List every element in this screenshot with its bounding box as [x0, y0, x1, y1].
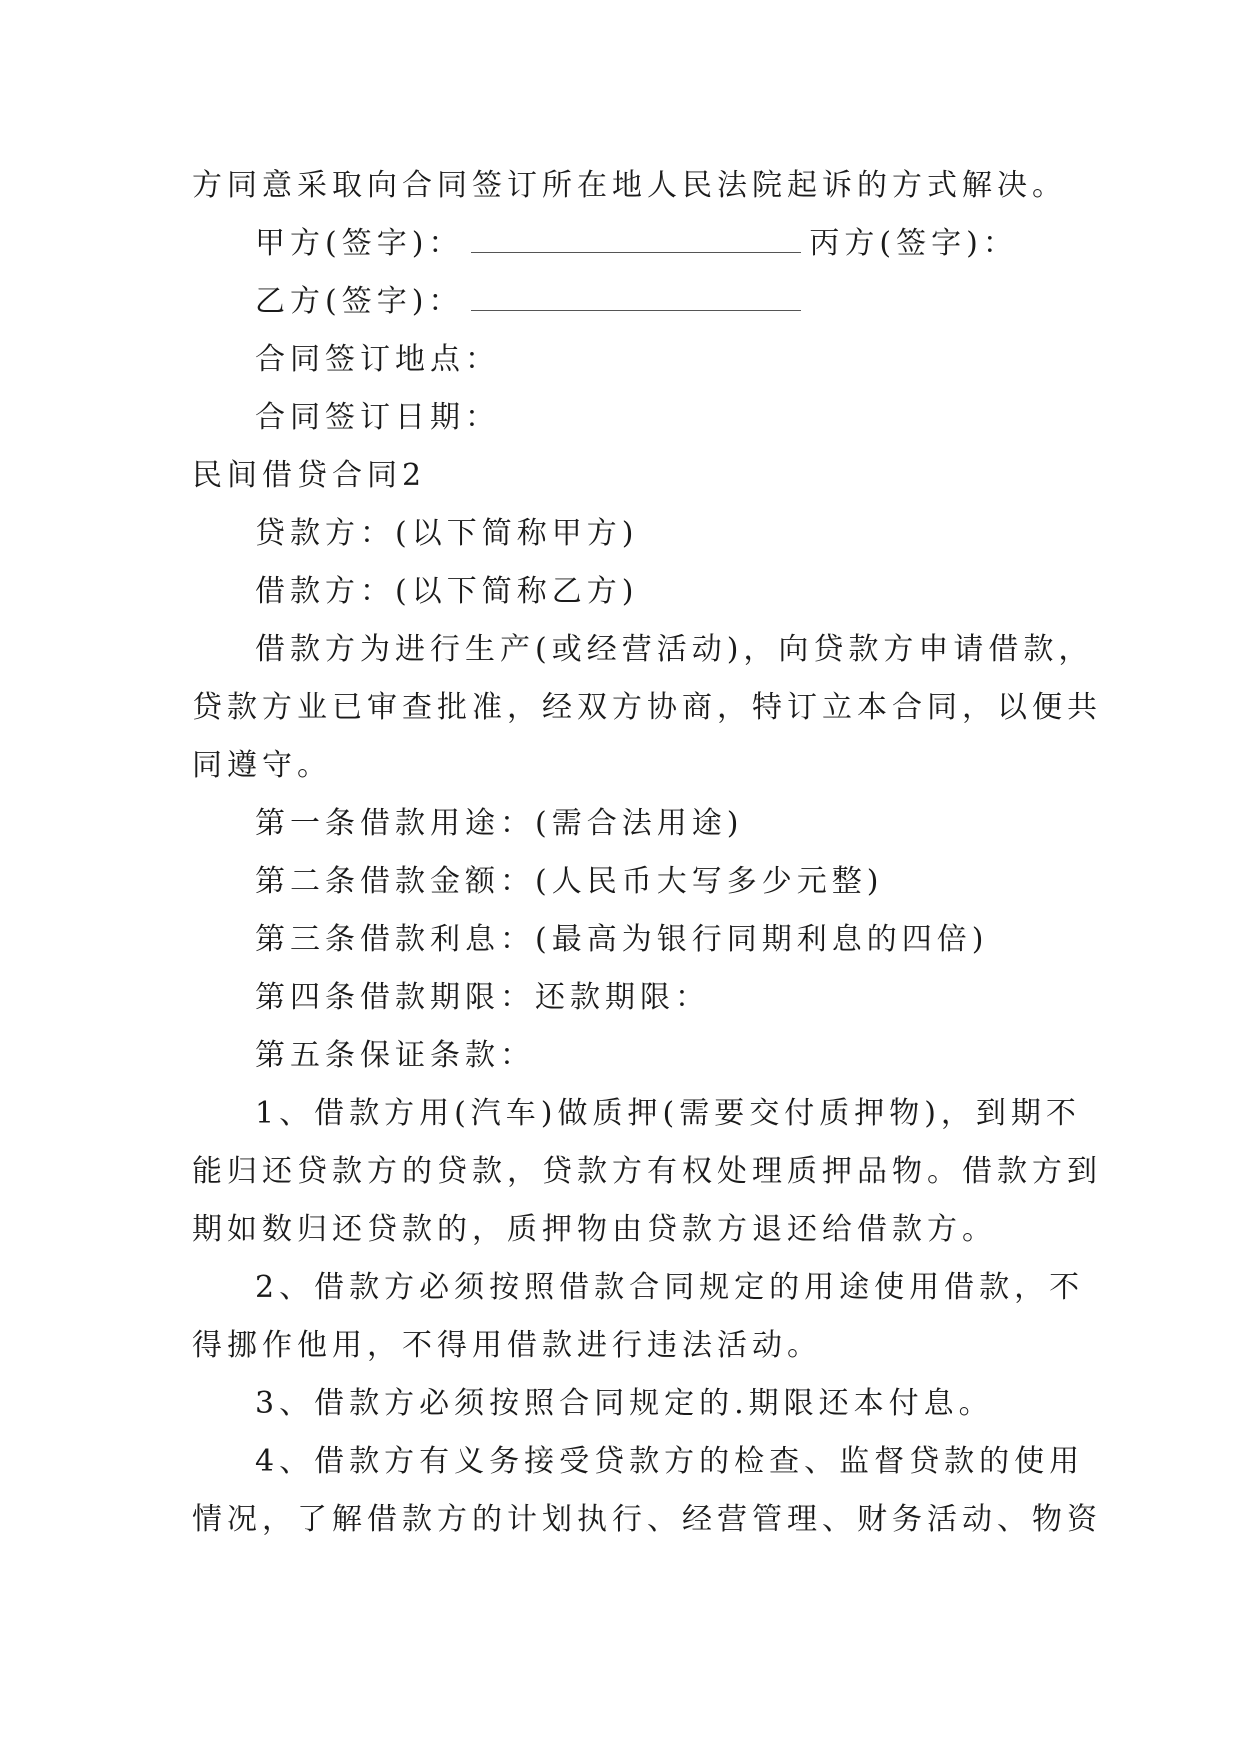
- signature-label: 丙方(签字)：: [809, 226, 1018, 261]
- text-line: 得挪作他用，不得用借款进行违法活动。: [192, 1328, 822, 1363]
- signature-line-b: [192, 273, 1072, 331]
- text-line: 贷款方：(以下简称甲方): [255, 516, 639, 551]
- text-line: 能归还贷款方的贷款，贷款方有权处理质押品物。借款方到: [192, 1154, 1102, 1189]
- text-line: 借款方：(以下简称乙方): [255, 574, 639, 609]
- signature-blank: [471, 222, 801, 253]
- text-line: 第三条借款利息：(最高为银行同期利息的四倍): [255, 922, 989, 957]
- text-line: 情况，了解借款方的计划执行、经营管理、财务活动、物资: [192, 1502, 1102, 1537]
- text-line: 借款方为进行生产(或经营活动)，向贷款方申请借款，: [255, 632, 1094, 667]
- text-line: 第四条借款期限：还款期限：: [255, 980, 710, 1015]
- text-line: 合同签订地点：: [255, 342, 500, 377]
- signature-label: 乙方(签字)：: [255, 284, 464, 319]
- text-line: 合同签订日期：: [255, 400, 500, 435]
- text-line: 方同意采取向合同签订所在地人民法院起诉的方式解决。: [192, 168, 1067, 203]
- signature-line-a: [192, 215, 1072, 273]
- text-line: 第五条保证条款：: [255, 1038, 535, 1073]
- text-line: 3、借款方必须按照合同规定的.期限还本付息。: [255, 1386, 994, 1421]
- text-line: 第二条借款金额：(人民币大写多少元整): [255, 864, 884, 899]
- text-line: 4、借款方有义务接受贷款方的检查、监督贷款的使用: [255, 1444, 1085, 1479]
- text-line: 贷款方业已审查批准，经双方协商，特订立本合同，以便共: [192, 690, 1102, 725]
- document-page: [192, 157, 1102, 1549]
- signature-label: 甲方(签字)：: [255, 226, 464, 261]
- section-title: 民间借贷合同2: [192, 458, 427, 493]
- text-line: 同遵守。: [192, 748, 332, 783]
- text-line: 期如数归还贷款的，质押物由贷款方退还给借款方。: [192, 1212, 997, 1247]
- text-line: 1、借款方用(汽车)做质押(需要交付质押物)，到期不: [255, 1096, 1081, 1131]
- signature-blank: [471, 280, 801, 311]
- text-line: 2、借款方必须按照借款合同规定的用途使用借款，不: [255, 1270, 1085, 1305]
- text-line: 第一条借款用途：(需合法用途): [255, 806, 744, 841]
